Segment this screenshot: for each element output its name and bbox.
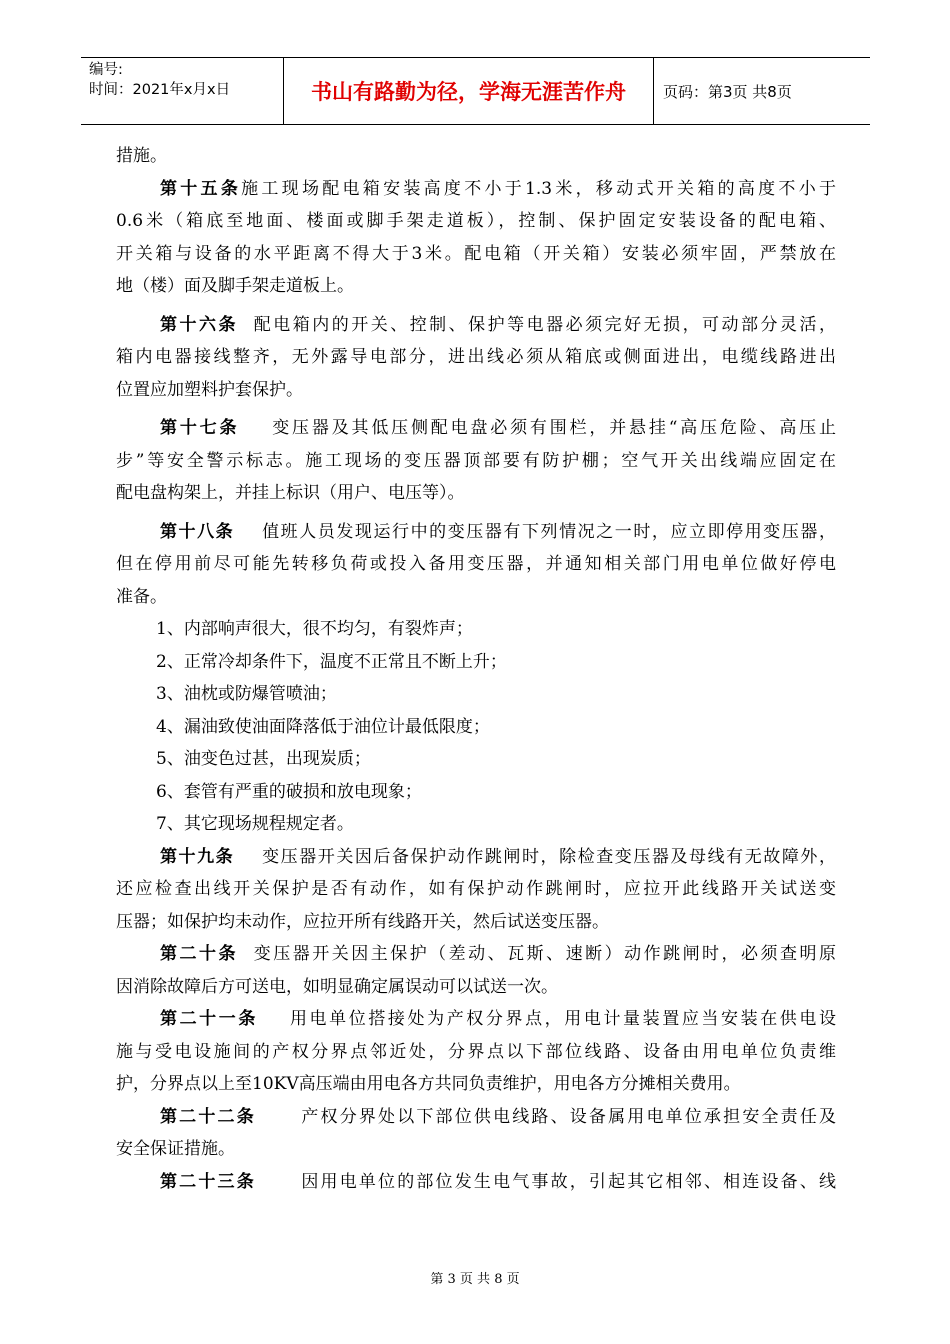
article-heading: 第十六条 bbox=[160, 314, 238, 335]
text-line: 位置应加塑料护套保护。 bbox=[116, 379, 303, 400]
article-heading: 第二十一条 bbox=[160, 1009, 258, 1029]
text-line: 变压器及其低压侧配电盘必须有围栏，并悬挂“高压危险、高压止 bbox=[272, 418, 836, 438]
text-line: 因用电单位的部位发生电气事故，引起其它相邻、相连设备、线 bbox=[301, 1171, 837, 1192]
list-item: 2、正常冷却条件下，温度不正常且不断上升； bbox=[156, 651, 507, 672]
list-item: 6、套管有严重的破损和放电现象； bbox=[156, 781, 422, 802]
text-line: 措施。 bbox=[116, 146, 167, 166]
header-motto: 书山有路勤为径，学海无涯苦作舟 bbox=[311, 80, 626, 104]
list-item: 7、其它现场规程规定者。 bbox=[156, 814, 354, 834]
text-line: 地（楼）面及脚手架走道板上。 bbox=[116, 276, 354, 296]
text-line: 值班人员发现运行中的变压器有下列情况之一时，应立即停用变压器， bbox=[262, 521, 836, 542]
list-item: 4、漏油致使油面降落低于油位计最低限度； bbox=[156, 716, 490, 737]
text-line: 变压器开关因主保护（差动、瓦斯、速断）动作跳闸时，必须查明原 bbox=[253, 944, 837, 964]
text-line: 护，分界点以上至10KV高压端由用电各方共同负责维护，用电各方分摊相关费用。 bbox=[116, 1074, 741, 1094]
text-line: 还应检查出线开关保护是否有动作，如有保护动作跳闸时，应拉开此线路开关试送变 bbox=[116, 879, 836, 899]
text-line: 施与受电设施间的产权分界点邻近处，分界点以下部位线路、设备由用电单位负责维 bbox=[116, 1041, 836, 1062]
text-line: 因消除故障后方可送电，如明显确定属误动可以试送一次。 bbox=[116, 976, 558, 997]
article-20 bbox=[116, 938, 836, 971]
article-22 bbox=[116, 1101, 836, 1134]
article-heading: 第十九条 bbox=[160, 846, 235, 867]
text-line: 箱内电器接线整齐，无外露导电部分，进出线必须从箱底或侧面进出，电缆线路进出 bbox=[116, 347, 836, 367]
text-line: 配电盘构架上，并挂上标识（用户、电压等）。 bbox=[116, 483, 465, 503]
document-body bbox=[116, 140, 836, 1198]
text-line: 变压器开关因后备保护动作跳闸时，除检查变压器及母线有无故障外， bbox=[262, 846, 836, 867]
text-line: 但在停用前尽可能先转移负荷或投入备用变压器，并通知相关部门用电单位做好停电 bbox=[116, 554, 836, 574]
text-line: 用电单位搭接处为产权分界点，用电计量装置应当安装在供电设 bbox=[289, 1009, 836, 1029]
article-heading: 第二十二条 bbox=[160, 1106, 256, 1127]
list-item: 3、油枕或防爆管喷油； bbox=[156, 684, 337, 704]
list-item: 5、油变色过甚，出现炭质； bbox=[156, 749, 371, 769]
article-heading: 第十八条 bbox=[160, 521, 235, 542]
header-page-label: 页码：第3页 共8页 bbox=[663, 82, 792, 101]
article-17 bbox=[116, 412, 836, 445]
list-item: 1、内部响声很大，很不均匀，有裂炸声； bbox=[156, 619, 473, 639]
article-16 bbox=[116, 309, 836, 342]
text-line: 0.6米（箱底至地面、楼面或脚手架走道板），控制、保护固定安装设备的配电箱、 bbox=[116, 211, 836, 231]
article-heading: 第十五条 bbox=[160, 178, 242, 199]
serial-label: 编号: bbox=[89, 62, 123, 78]
header-meta bbox=[89, 60, 279, 100]
article-heading: 第二十三条 bbox=[160, 1171, 256, 1192]
page-footer: 第 3 页 共 8 页 bbox=[430, 1272, 520, 1287]
text-line: 开关箱与设备的水平距离不得大于3米。配电箱（开关箱）安装必须牢固，严禁放在 bbox=[116, 243, 836, 264]
text-line: 产权分界处以下部位供电线路、设备属用电单位承担安全责任及 bbox=[301, 1106, 837, 1127]
article-heading: 第十七条 bbox=[160, 418, 240, 438]
text-line: 配电箱内的开关、控制、保护等电器必须完好无损，可动部分灵活， bbox=[253, 314, 837, 335]
time-label: 时间：2021年x月x日 bbox=[89, 82, 231, 98]
text-line: 压器；如保护均未动作，应拉开所有线路开关，然后试送变压器。 bbox=[116, 911, 609, 932]
article-18 bbox=[116, 516, 836, 549]
text-line: 准备。 bbox=[116, 586, 167, 607]
header-divider bbox=[653, 57, 654, 125]
article-21 bbox=[116, 1003, 836, 1036]
text-line: 施工现场配电箱安装高度不小于1.3米，移动式开关箱的高度不小于 bbox=[241, 178, 836, 199]
text-line: 步”等安全警示标志。施工现场的变压器顶部要有防护棚；空气开关出线端应固定在 bbox=[116, 450, 836, 471]
article-23 bbox=[116, 1166, 836, 1199]
page-header bbox=[81, 57, 870, 125]
article-15 bbox=[116, 173, 836, 206]
text-line: 安全保证措施。 bbox=[116, 1139, 235, 1159]
article-heading: 第二十条 bbox=[160, 944, 238, 964]
article-19 bbox=[116, 841, 836, 874]
